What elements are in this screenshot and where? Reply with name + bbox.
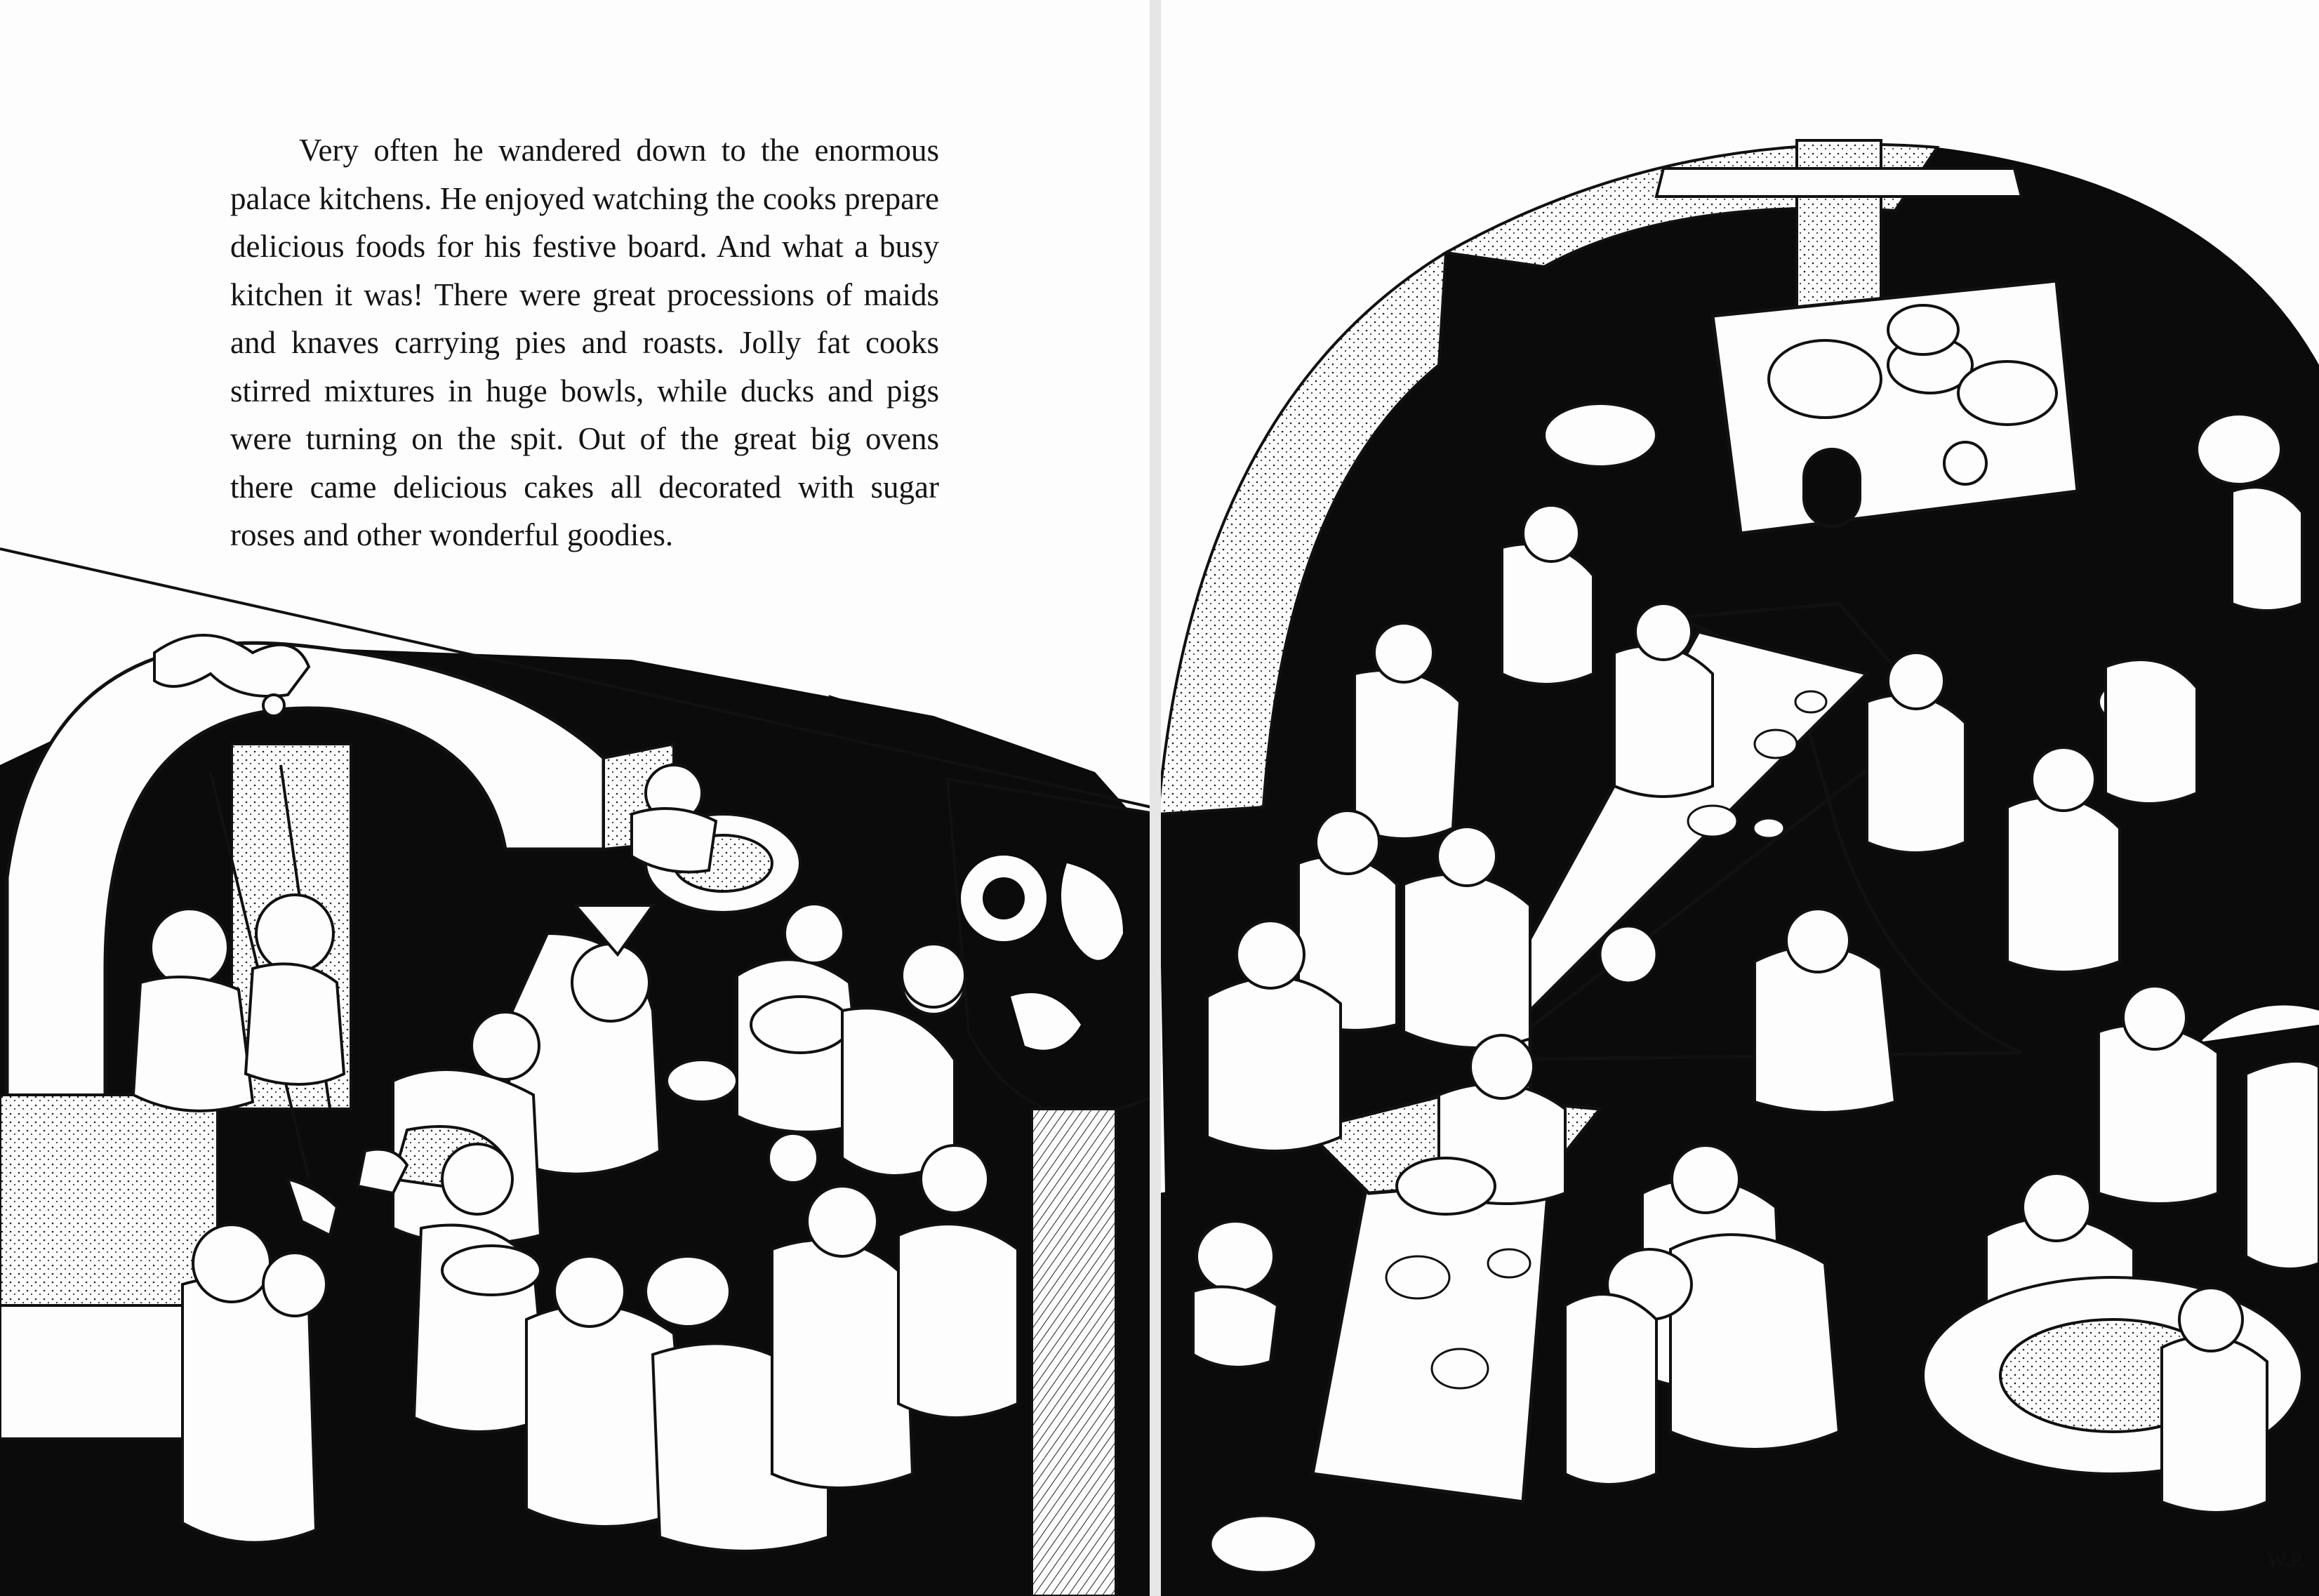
book-gutter — [1150, 0, 1161, 1596]
story-paragraph: Very often he wandered down to the enormous palace kitchens. He enjoyed watching the cooks prepare delicious foods for his festive board. And what a busy kitchen it was! There were great processions of maids and knaves carrying pies and roasts. Jolly fat cooks stirred mixtures in huge bowls, while ducks and pigs were turning on the spit. Out of the great big ovens there came delicious cakes all decorated with sugar roses and other wonderful goodies. — [230, 133, 939, 552]
artist-signature: W.P. — [2267, 1548, 2305, 1571]
story-text-block — [230, 126, 939, 559]
